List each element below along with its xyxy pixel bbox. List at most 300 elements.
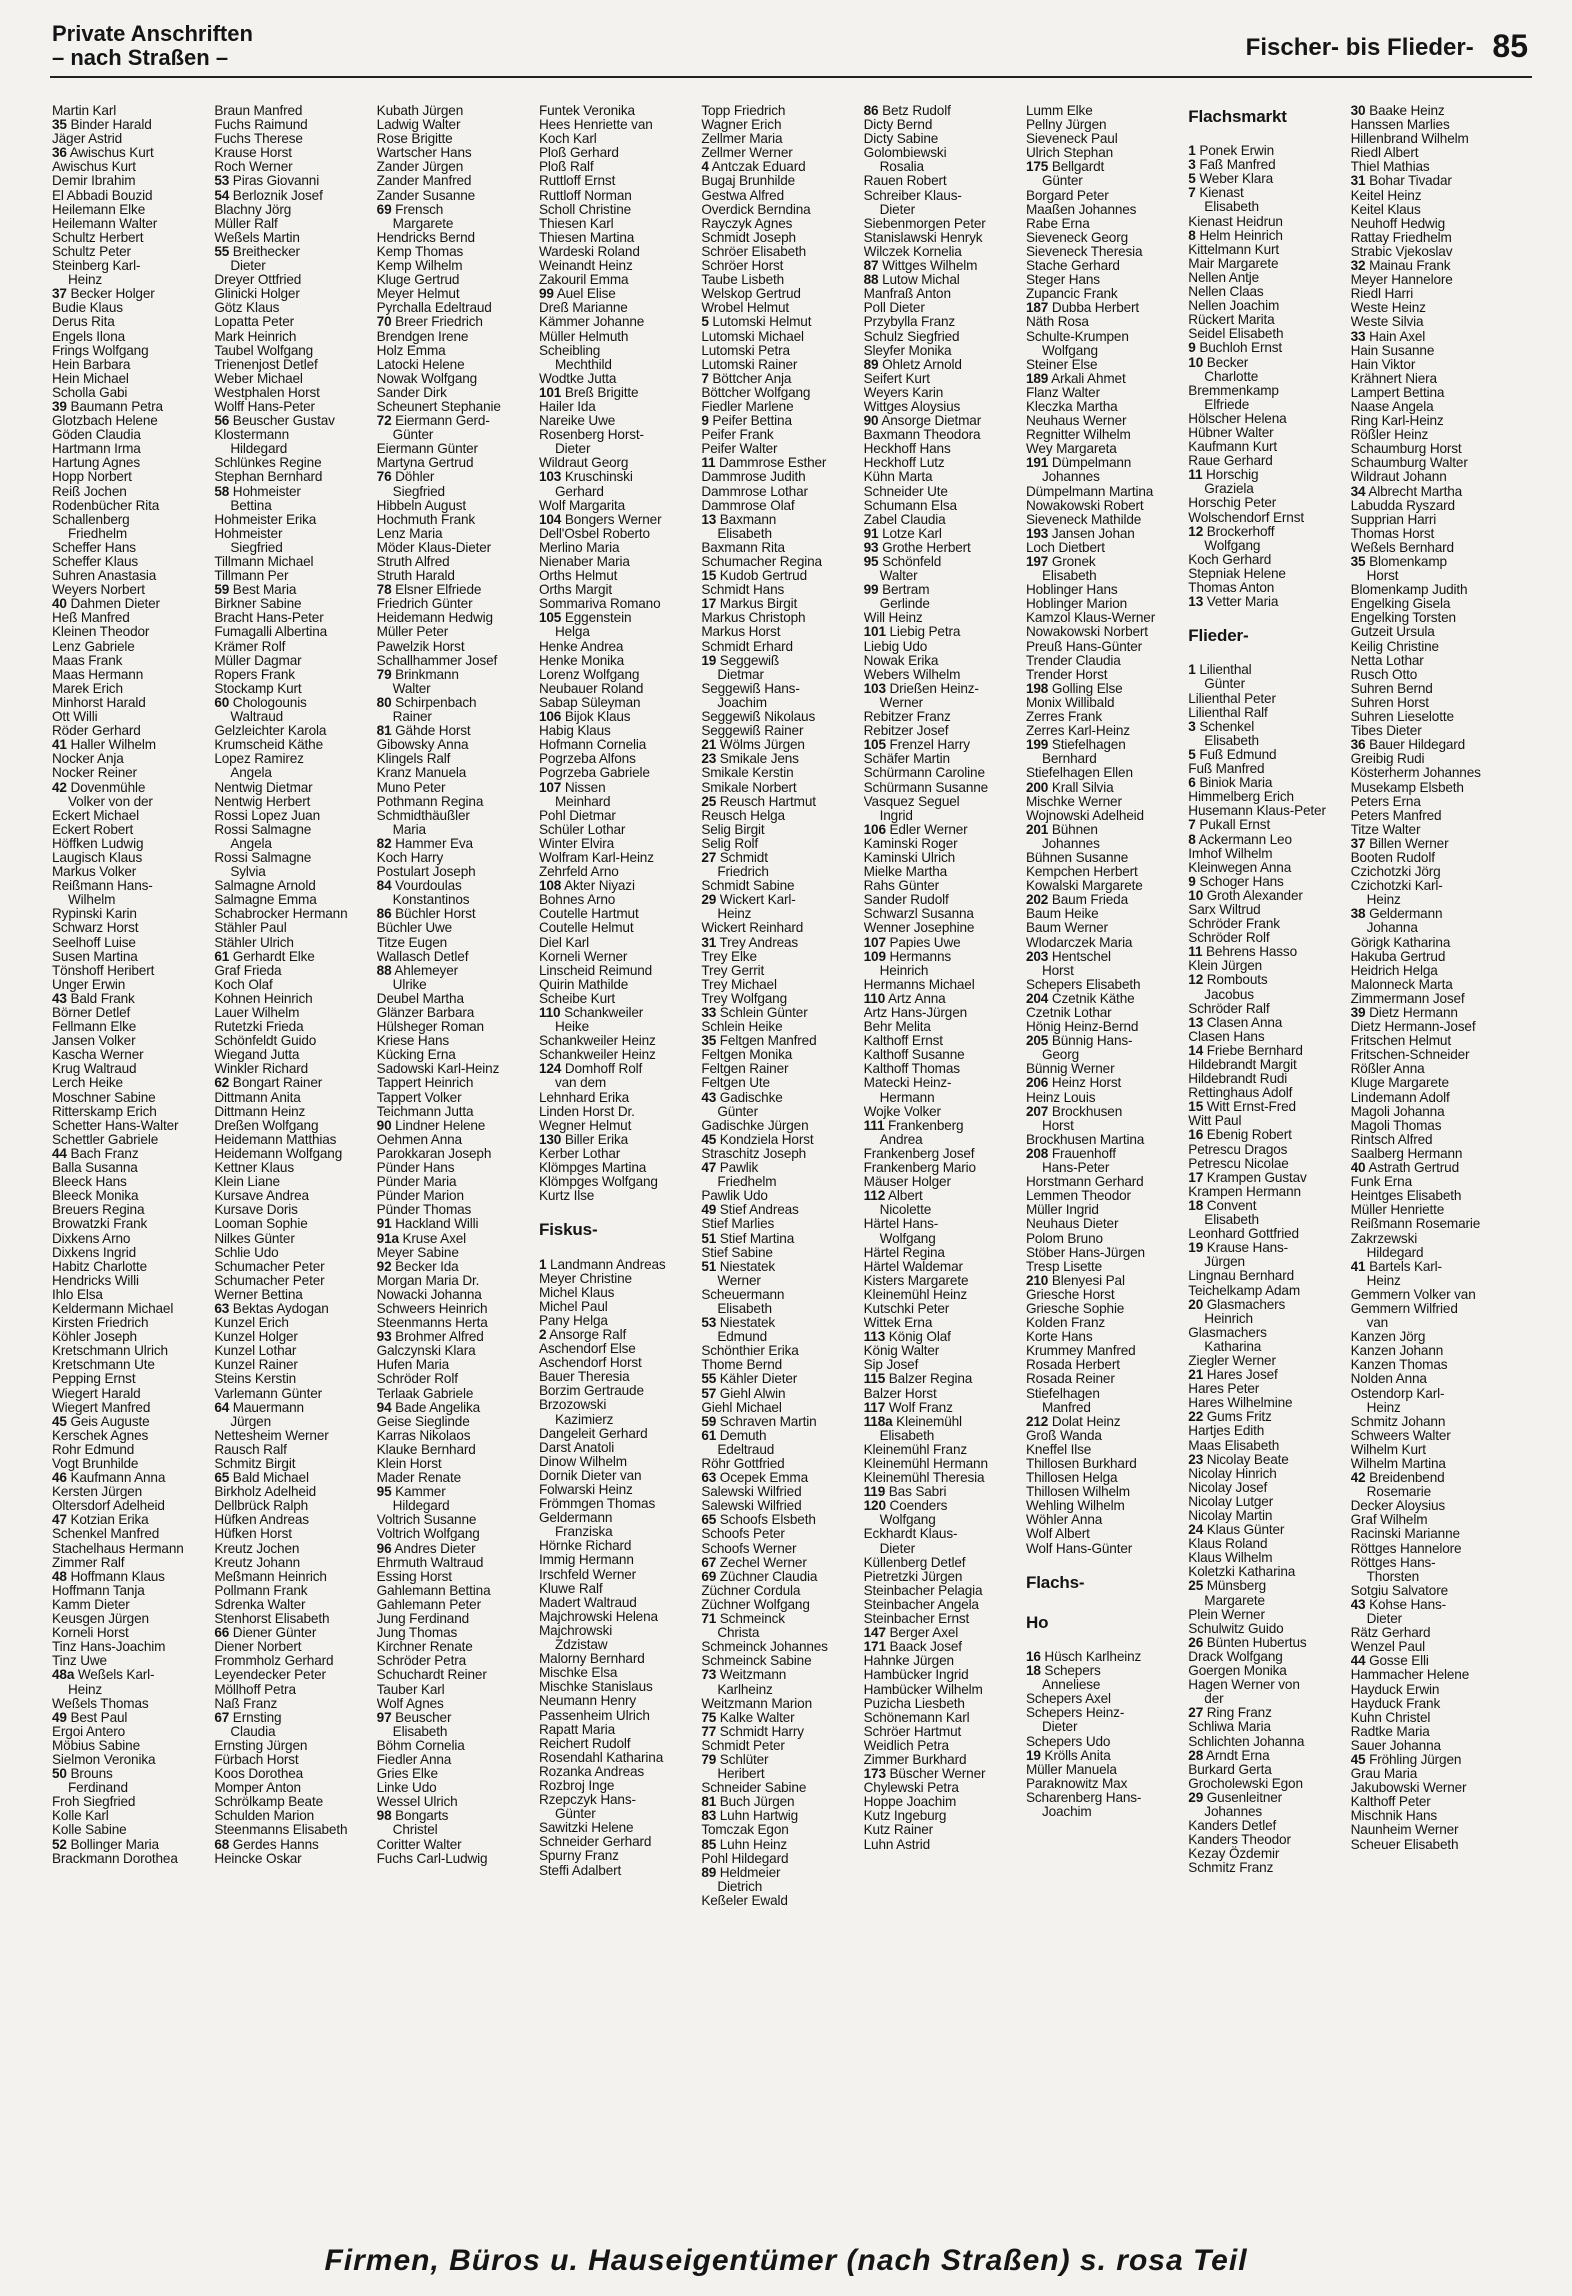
directory-entry: Wöhler Anna bbox=[1025, 1512, 1103, 1528]
directory-entry: Schmeinck Johannes bbox=[701, 1639, 828, 1655]
directory-entry: Küllenberg Detlef bbox=[863, 1554, 966, 1570]
directory-entry: Kleczka Martha bbox=[1025, 398, 1118, 414]
directory-entry: Kunzel Lothar bbox=[214, 1343, 297, 1359]
directory-entry: 29 Wickert Karl- bbox=[701, 892, 796, 908]
entry-continuation: Rosemarie bbox=[1366, 1484, 1432, 1500]
house-number: 31 bbox=[1350, 173, 1366, 189]
directory-entry: Kanzen Jörg bbox=[1350, 1329, 1426, 1345]
directory-entry: 99 Auel Elise bbox=[538, 286, 616, 302]
directory-entry: 117 Wolf Franz bbox=[863, 1399, 953, 1415]
entry-continuation: Dieter bbox=[1041, 1719, 1078, 1735]
directory-entry: Schröder Petra bbox=[376, 1653, 466, 1669]
directory-entry: Markus Volker bbox=[52, 864, 137, 880]
entry-continuation: Margarete bbox=[1204, 1592, 1265, 1608]
directory-entry: Salewski Wilfried bbox=[701, 1484, 802, 1500]
directory-entry: Jung Thomas bbox=[376, 1625, 458, 1641]
entry-continuation: Horst bbox=[1366, 568, 1399, 584]
directory-entry: Fuchs Therese bbox=[214, 131, 303, 147]
directory-entry: Lehnhard Erika bbox=[538, 1089, 630, 1105]
house-number: 83 bbox=[701, 1808, 717, 1824]
directory-entry: Bremmenkamp bbox=[1188, 382, 1279, 398]
entry-continuation: Johanna bbox=[1366, 920, 1418, 936]
directory-entry: Schweers Walter bbox=[1350, 1427, 1451, 1443]
directory-entry: Trey Wolfgang bbox=[701, 990, 788, 1006]
directory-entry: Scheunert Stephanie bbox=[376, 398, 501, 414]
house-number: 1 bbox=[1188, 143, 1196, 159]
directory-entry: 2 Ansorge Ralf bbox=[538, 1326, 627, 1342]
directory-entry: Weyers Norbert bbox=[52, 582, 145, 598]
directory-entry: 41 Bartels Karl- bbox=[1350, 1258, 1442, 1274]
directory-entry: 16 Hüsch Karlheinz bbox=[1025, 1648, 1142, 1664]
house-number: 53 bbox=[214, 173, 230, 189]
house-number: 5 bbox=[1188, 746, 1196, 762]
directory-entry: 3 Schenkel bbox=[1188, 718, 1255, 734]
directory-entry: Baxmann Theodora bbox=[863, 427, 981, 443]
house-number: 45 bbox=[1350, 1751, 1366, 1767]
directory-entry: 83 Luhn Hartwig bbox=[701, 1808, 799, 1824]
entry-continuation: Günter bbox=[1041, 173, 1083, 189]
entry-continuation: Günter bbox=[1204, 676, 1245, 692]
directory-entry: Korte Hans bbox=[1025, 1329, 1093, 1345]
directory-entry: 12 Brockerhoff bbox=[1188, 523, 1275, 539]
directory-entry: 187 Dubba Herbert bbox=[1025, 300, 1140, 316]
directory-entry: Kanders Detlef bbox=[1188, 1818, 1277, 1834]
directory-entry: Röttges Hannelore bbox=[1350, 1540, 1462, 1556]
entry-continuation: Jürgen bbox=[1204, 1254, 1245, 1270]
directory-entry: Sieveneck Georg bbox=[1025, 229, 1128, 245]
directory-entry: Keitel Heinz bbox=[1350, 187, 1422, 203]
directory-entry: Trienenjost Detlef bbox=[214, 356, 318, 372]
directory-entry: 105 Frenzel Harry bbox=[863, 737, 970, 753]
entry-continuation: Wolfgang bbox=[1041, 342, 1098, 358]
section-title-line1: Private Anschriften bbox=[52, 21, 253, 46]
entry-continuation: Konstantinos bbox=[392, 892, 470, 908]
directory-entry: 21 Hares Josef bbox=[1188, 1367, 1278, 1383]
directory-entry: Goergen Monika bbox=[1188, 1663, 1287, 1679]
directory-entry: Fritschen Helmut bbox=[1350, 1033, 1451, 1049]
house-number: 20 bbox=[1188, 1296, 1204, 1312]
house-number: 61 bbox=[701, 1427, 717, 1443]
directory-entry: Oehmen Anna bbox=[376, 1131, 462, 1147]
directory-entry: Breuers Regina bbox=[52, 1202, 145, 1218]
house-number: 29 bbox=[701, 892, 717, 908]
house-number: 88 bbox=[376, 962, 392, 978]
directory-entry: 109 Hermanns bbox=[863, 948, 952, 964]
directory-entry: Mair Margarete bbox=[1188, 255, 1279, 271]
directory-entry: Schönthier Erika bbox=[701, 1343, 799, 1359]
directory-entry: Schulden Marion bbox=[214, 1808, 315, 1824]
directory-entry: Netta Lothar bbox=[1350, 652, 1424, 668]
directory-entry: Orths Helmut bbox=[538, 568, 618, 584]
directory-entry: Funk Erna bbox=[1350, 1174, 1412, 1190]
house-number: 14 bbox=[1188, 1042, 1204, 1058]
directory-entry: Glotzbach Helene bbox=[52, 413, 158, 429]
house-number: 48a bbox=[52, 1667, 75, 1683]
directory-entry: Westphalen Horst bbox=[214, 384, 320, 400]
directory-entry: Kubath Jürgen bbox=[376, 104, 464, 118]
listing-column bbox=[539, 104, 700, 2234]
house-number: 35 bbox=[52, 117, 67, 133]
directory-entry: 103 Drießen Heinz- bbox=[863, 680, 979, 696]
directory-entry: Mischke Stanislaus bbox=[538, 1679, 653, 1695]
entry-continuation: Hildegard bbox=[230, 441, 288, 457]
directory-entry: 33 Schlein Günter bbox=[701, 1005, 808, 1020]
directory-entry: Gries Elke bbox=[376, 1766, 438, 1782]
directory-entry: Smikale Kerstin bbox=[701, 765, 794, 781]
directory-entry: 10 Becker bbox=[1188, 354, 1249, 370]
directory-entry: Kamzol Klaus-Werner bbox=[1025, 610, 1156, 626]
directory-entry: Thillosen Helga bbox=[1025, 1470, 1118, 1486]
directory-entry: Zehrfeld Arno bbox=[538, 864, 619, 880]
directory-entry: Voltrich Wolfgang bbox=[376, 1526, 480, 1542]
directory-entry: Pothmann Regina bbox=[376, 793, 484, 809]
entry-continuation: Heinz bbox=[717, 906, 752, 922]
directory-entry: Rosada Herbert bbox=[1025, 1357, 1120, 1373]
directory-entry: Keilig Christine bbox=[1350, 638, 1439, 654]
directory-entry: Salmagne Arnold bbox=[214, 878, 316, 894]
directory-entry: Siebenmorgen Peter bbox=[863, 215, 986, 231]
directory-entry: Wartscher Hans bbox=[376, 145, 472, 161]
entry-continuation: Gerhard bbox=[554, 483, 604, 499]
directory-entry: Kämmer Johanne bbox=[538, 314, 645, 330]
directory-entry: Schaumburg Horst bbox=[1350, 441, 1462, 457]
directory-entry: Susen Martina bbox=[52, 948, 138, 964]
directory-entry: Mischnik Hans bbox=[1350, 1808, 1438, 1824]
house-number: 72 bbox=[376, 413, 392, 429]
directory-entry: 111 Frankenberg bbox=[863, 1117, 964, 1133]
directory-entry: Nowak Erika bbox=[863, 652, 939, 668]
directory-entry: 5 Fuß Edmund bbox=[1188, 746, 1277, 762]
directory-entry: Kluge Margarete bbox=[1350, 1075, 1449, 1091]
directory-entry: Lumm Elke bbox=[1025, 104, 1093, 118]
house-number: 64 bbox=[214, 1399, 230, 1415]
street-range: Fischer- bis Flieder- bbox=[1245, 34, 1474, 61]
directory-entry: 204 Czetnik Käthe bbox=[1025, 990, 1135, 1006]
directory-entry: 55 Breithecker bbox=[214, 243, 300, 259]
directory-entry: Clasen Hans bbox=[1188, 1028, 1265, 1044]
directory-entry: Ruttloff Norman bbox=[538, 187, 632, 203]
directory-entry: 108 Akter Niyazi bbox=[538, 878, 635, 894]
house-number: 8 bbox=[1188, 227, 1196, 243]
directory-entry: Kücking Erna bbox=[376, 1047, 456, 1063]
directory-entry: Heilemann Elke bbox=[52, 201, 146, 217]
directory-entry: Husemann Klaus-Peter bbox=[1188, 803, 1326, 819]
directory-entry: Meßmann Heinrich bbox=[214, 1568, 327, 1584]
directory-entry: Rattay Friedhelm bbox=[1350, 229, 1452, 245]
directory-entry: Bugaj Brunhilde bbox=[701, 173, 796, 189]
directory-entry: Hochmuth Frank bbox=[376, 511, 476, 527]
directory-entry: Wlodarczek Maria bbox=[1025, 934, 1133, 950]
house-number: 130 bbox=[538, 1131, 562, 1147]
directory-entry: 171 Baack Josef bbox=[863, 1639, 962, 1655]
directory-entry: Selig Rolf bbox=[701, 835, 758, 851]
house-number: 70 bbox=[376, 314, 392, 330]
directory-entry: Gutzeit Ursula bbox=[1350, 624, 1435, 640]
directory-entry: Griesche Sophie bbox=[1025, 1300, 1125, 1316]
directory-entry: Schultz Peter bbox=[52, 243, 131, 259]
entry-continuation: Helga bbox=[554, 624, 590, 640]
directory-entry: 6 Biniok Maria bbox=[1188, 775, 1273, 791]
directory-entry: 21 Wölms Jürgen bbox=[701, 737, 805, 753]
directory-entry: Heidemann Hedwig bbox=[376, 610, 493, 626]
entry-continuation: Günter bbox=[392, 427, 434, 443]
house-number: 39 bbox=[52, 398, 67, 414]
directory-entry: 210 Blenyesi Pal bbox=[1025, 1272, 1125, 1288]
entry-continuation: Heinz bbox=[68, 272, 103, 288]
directory-entry: Saalberg Hermann bbox=[1350, 1145, 1463, 1161]
house-number: 84 bbox=[376, 878, 392, 894]
directory-entry: Henke Andrea bbox=[538, 638, 624, 654]
directory-entry: Lopatta Peter bbox=[214, 314, 295, 330]
directory-entry: Hares Peter bbox=[1188, 1381, 1260, 1397]
house-number: 8 bbox=[1188, 831, 1196, 847]
house-number: 17 bbox=[701, 596, 717, 612]
house-number: 75 bbox=[701, 1709, 717, 1725]
directory-entry: Golombiewski bbox=[863, 145, 947, 161]
entry-continuation: van bbox=[1366, 1315, 1389, 1331]
entry-continuation: Graziela bbox=[1204, 481, 1254, 497]
directory-entry: 191 Dümpelmann bbox=[1025, 455, 1132, 471]
directory-entry: Birkner Sabine bbox=[214, 596, 302, 612]
directory-entry: Thiesen Martina bbox=[538, 229, 635, 245]
directory-entry: Weyers Karin bbox=[863, 384, 944, 400]
house-number: 22 bbox=[1188, 1409, 1204, 1425]
directory-entry: Mischke Elsa bbox=[538, 1665, 618, 1681]
directory-entry: Dixkens Ingrid bbox=[52, 1244, 137, 1260]
entry-continuation: Jürgen bbox=[230, 1413, 271, 1429]
directory-entry: Werner Bettina bbox=[214, 1286, 303, 1302]
directory-entry: Schröer Elisabeth bbox=[701, 243, 807, 259]
house-number: 112 bbox=[863, 1188, 886, 1204]
directory-entry: Hoblinger Marion bbox=[1025, 596, 1128, 612]
directory-entry: Schwarzl Susanna bbox=[863, 906, 974, 922]
entry-continuation: Sylvia bbox=[230, 864, 266, 880]
directory-entry: 207 Brockhusen bbox=[1025, 1103, 1123, 1119]
directory-entry: Röder Gerhard bbox=[52, 723, 141, 739]
directory-entry: Heincke Oskar bbox=[214, 1850, 302, 1866]
directory-entry: Heilemann Walter bbox=[52, 215, 158, 231]
directory-entry: 19 Seggewiß bbox=[701, 652, 780, 668]
directory-entry: 37 Becker Holger bbox=[52, 286, 155, 302]
house-number: 93 bbox=[863, 539, 879, 555]
directory-entry: 42 Dovenmühle bbox=[52, 779, 146, 795]
directory-entry: Kezay Özdemir bbox=[1188, 1846, 1280, 1862]
directory-entry: 82 Hammer Eva bbox=[376, 835, 473, 851]
directory-entry: Titze Eugen bbox=[376, 934, 448, 950]
directory-entry: Scholl Christine bbox=[538, 201, 632, 217]
directory-entry: 32 Mainau Frank bbox=[1350, 258, 1451, 274]
directory-entry: 99 Bertram bbox=[863, 582, 930, 598]
directory-entry: Lerch Heike bbox=[52, 1075, 123, 1091]
directory-entry: 63 Bektas Aydogan bbox=[214, 1300, 329, 1316]
directory-entry: Engels Ilona bbox=[52, 328, 126, 344]
directory-entry: Schankweiler Heinz bbox=[538, 1033, 656, 1049]
directory-entry: Röhr Gottfried bbox=[701, 1456, 785, 1471]
directory-entry: Jakubowski Werner bbox=[1350, 1780, 1467, 1796]
house-number: 5 bbox=[701, 314, 709, 330]
directory-entry: Fumagalli Albertina bbox=[214, 624, 328, 640]
entry-continuation: Siegfried bbox=[230, 539, 283, 555]
directory-entry: Röttges Hans- bbox=[1350, 1554, 1436, 1570]
directory-entry: 58 Hohmeister bbox=[214, 483, 301, 499]
directory-entry: Wittges Aloysius bbox=[863, 398, 961, 414]
directory-entry: Passenheim Ulrich bbox=[538, 1707, 650, 1723]
directory-entry: Hofmann Cornelia bbox=[538, 737, 647, 753]
directory-entry: Hoblinger Hans bbox=[1025, 582, 1118, 598]
entry-continuation: Thorsten bbox=[1366, 1568, 1420, 1584]
entry-continuation: Elfriede bbox=[1204, 396, 1250, 412]
directory-entry: 46 Kaufmann Anna bbox=[52, 1470, 166, 1486]
directory-entry: 51 Stief Martina bbox=[701, 1230, 795, 1246]
directory-entry: Pellny Jürgen bbox=[1025, 117, 1107, 133]
house-number: 66 bbox=[214, 1625, 230, 1641]
directory-entry: Brackmann Dorothea bbox=[52, 1850, 178, 1866]
house-number: 76 bbox=[376, 469, 392, 485]
directory-entry: Ergoi Antero bbox=[52, 1723, 126, 1739]
directory-entry: Suhren Bernd bbox=[1350, 680, 1433, 696]
directory-entry: 95 Kammer bbox=[376, 1484, 446, 1500]
directory-entry: 35 Blomenkamp bbox=[1350, 554, 1447, 569]
directory-entry: Lopez Ramirez bbox=[214, 751, 304, 767]
directory-entry: 1 Lilienthal bbox=[1188, 662, 1252, 678]
directory-entry: 89 Ohletz Arnold bbox=[863, 356, 962, 372]
directory-entry: El Abbadi Bouzid bbox=[52, 187, 153, 203]
house-number: 43 bbox=[701, 1089, 717, 1105]
entry-continuation: Claudia bbox=[230, 1723, 276, 1739]
directory-entry: Krämer Rolf bbox=[214, 638, 286, 654]
directory-entry: Hees Henriette van bbox=[538, 117, 653, 133]
directory-entry: Tillmann Michael bbox=[214, 554, 314, 569]
house-number: 187 bbox=[1025, 300, 1049, 316]
entry-continuation: Heike bbox=[554, 1019, 589, 1035]
directory-entry: Nilkes Günter bbox=[214, 1230, 295, 1246]
directory-entry: Trey Elke bbox=[701, 948, 757, 964]
directory-entry: Heckhoff Hans bbox=[863, 441, 951, 457]
directory-entry: Kursave Doris bbox=[214, 1202, 298, 1218]
entry-continuation: Anneliese bbox=[1041, 1677, 1101, 1693]
directory-entry: Smikale Norbert bbox=[701, 779, 797, 795]
directory-entry: Nowacki Johanna bbox=[376, 1286, 482, 1302]
house-number: 49 bbox=[701, 1202, 717, 1218]
directory-entry: Sadowski Karl-Heinz bbox=[376, 1061, 500, 1077]
directory-entry: 81 Buch Jürgen bbox=[701, 1794, 795, 1810]
directory-entry: Wolf Albert bbox=[1025, 1526, 1090, 1542]
directory-entry: 66 Diener Günter bbox=[214, 1625, 317, 1641]
directory-entry: Marek Erich bbox=[52, 680, 123, 696]
directory-entry: Bohnes Arno bbox=[538, 892, 616, 908]
directory-entry: 91a Kruse Axel bbox=[376, 1230, 466, 1246]
directory-entry: Keitel Klaus bbox=[1350, 201, 1421, 217]
directory-entry: Gahlemann Bettina bbox=[376, 1582, 491, 1598]
directory-entry: Trender Claudia bbox=[1025, 652, 1121, 668]
directory-entry: Tomczak Egon bbox=[701, 1822, 789, 1838]
directory-entry: Fuß Manfred bbox=[1188, 761, 1265, 777]
directory-entry: Bracht Hans-Peter bbox=[214, 610, 324, 626]
directory-entry: Browatzki Frank bbox=[52, 1216, 148, 1232]
house-number: 95 bbox=[863, 554, 879, 569]
directory-entry: Weber Michael bbox=[214, 370, 303, 386]
directory-entry: Müller Ingrid bbox=[1025, 1202, 1099, 1218]
directory-entry: Luhn Astrid bbox=[863, 1836, 931, 1852]
entry-continuation: Angela bbox=[230, 835, 272, 851]
directory-entry: Aschendorf Horst bbox=[538, 1355, 642, 1371]
house-number: 13 bbox=[701, 511, 717, 527]
directory-entry: Czichotzki Karl- bbox=[1350, 878, 1443, 894]
directory-entry: Stöber Hans-Jürgen bbox=[1025, 1244, 1145, 1260]
directory-entry: Fiedler Marlene bbox=[701, 398, 794, 414]
directory-entry: Kemp Wilhelm bbox=[376, 258, 463, 274]
directory-entry: Bünnig Werner bbox=[1025, 1061, 1115, 1077]
directory-entry: Wilczek Kornelia bbox=[863, 243, 962, 259]
directory-entry: 17 Markus Birgit bbox=[701, 596, 798, 612]
directory-entry: Zimmer Ralf bbox=[52, 1554, 125, 1570]
house-number: 210 bbox=[1025, 1272, 1049, 1288]
directory-entry: Weßels Thomas bbox=[52, 1695, 149, 1711]
directory-entry: Schmeinck Sabine bbox=[701, 1653, 812, 1669]
section-title bbox=[52, 22, 253, 70]
entry-continuation: Heinz bbox=[1366, 1272, 1401, 1288]
directory-entry: Regnitter Wilhelm bbox=[1025, 427, 1131, 443]
directory-entry: Nowakowski Norbert bbox=[1025, 624, 1148, 640]
entry-continuation: Werner bbox=[879, 694, 924, 710]
directory-entry: Möbius Sabine bbox=[52, 1737, 140, 1753]
directory-entry: Eckert Michael bbox=[52, 807, 140, 823]
directory-entry: Maas Hermann bbox=[52, 666, 144, 682]
directory-entry: Gemmern Volker van bbox=[1350, 1286, 1476, 1302]
directory-entry: Kutz Ingeburg bbox=[863, 1808, 947, 1824]
directory-entry: Malonneck Marta bbox=[1350, 976, 1453, 992]
directory-entry: Engelking Gisela bbox=[1350, 596, 1451, 612]
directory-entry: Hermanns Michael bbox=[863, 976, 975, 992]
directory-entry: Wolff Hans-Peter bbox=[214, 398, 315, 414]
house-number: 11 bbox=[1188, 467, 1203, 483]
directory-entry: Meyer Christine bbox=[538, 1270, 632, 1286]
directory-entry: Diener Norbert bbox=[214, 1639, 302, 1655]
directory-entry: Wiegert Harald bbox=[52, 1385, 141, 1401]
directory-entry: Steins Kerstin bbox=[214, 1371, 297, 1387]
directory-entry: 41 Haller Wilhelm bbox=[52, 737, 156, 753]
directory-entry: Baum Heike bbox=[1025, 906, 1099, 922]
entry-continuation: Margarete bbox=[392, 215, 454, 231]
spacer bbox=[539, 1203, 700, 1217]
directory-entry: Michel Paul bbox=[538, 1298, 608, 1314]
directory-entry: Gelzleichter Karola bbox=[214, 723, 327, 739]
directory-entry: Feltgen Monika bbox=[701, 1047, 793, 1063]
house-number: 173 bbox=[863, 1766, 886, 1782]
directory-entry: 15 Kudob Gertrud bbox=[701, 568, 807, 584]
directory-entry: Rößler Anna bbox=[1350, 1061, 1425, 1077]
directory-entry: 88 Ahlemeyer bbox=[376, 962, 458, 978]
directory-entry: Göden Claudia bbox=[52, 427, 141, 443]
house-number: 78 bbox=[376, 582, 392, 598]
directory-entry: Labudda Ryszard bbox=[1350, 497, 1455, 513]
house-number: 96 bbox=[376, 1540, 392, 1556]
directory-entry: Peters Manfred bbox=[1350, 807, 1442, 823]
directory-entry: Reißmann Rosemarie bbox=[1350, 1216, 1481, 1232]
directory-entry: Derus Rita bbox=[52, 314, 115, 330]
entry-continuation: Dieter bbox=[554, 441, 591, 457]
directory-entry: Bauer Theresia bbox=[538, 1369, 630, 1385]
directory-entry: Dammrose Judith bbox=[701, 469, 806, 485]
directory-entry: 80 Schirpenbach bbox=[376, 694, 477, 710]
directory-entry: Imhof Wilhelm bbox=[1188, 845, 1273, 861]
house-number: 207 bbox=[1025, 1103, 1049, 1119]
spacer bbox=[1026, 1556, 1187, 1570]
directory-entry: Rozanka Andreas bbox=[538, 1763, 645, 1779]
directory-entry: 47 Pawlik bbox=[701, 1160, 759, 1176]
directory-entry: Zakrzewski bbox=[1350, 1230, 1418, 1246]
directory-entry: Tinz Hans-Joachim bbox=[52, 1639, 166, 1655]
